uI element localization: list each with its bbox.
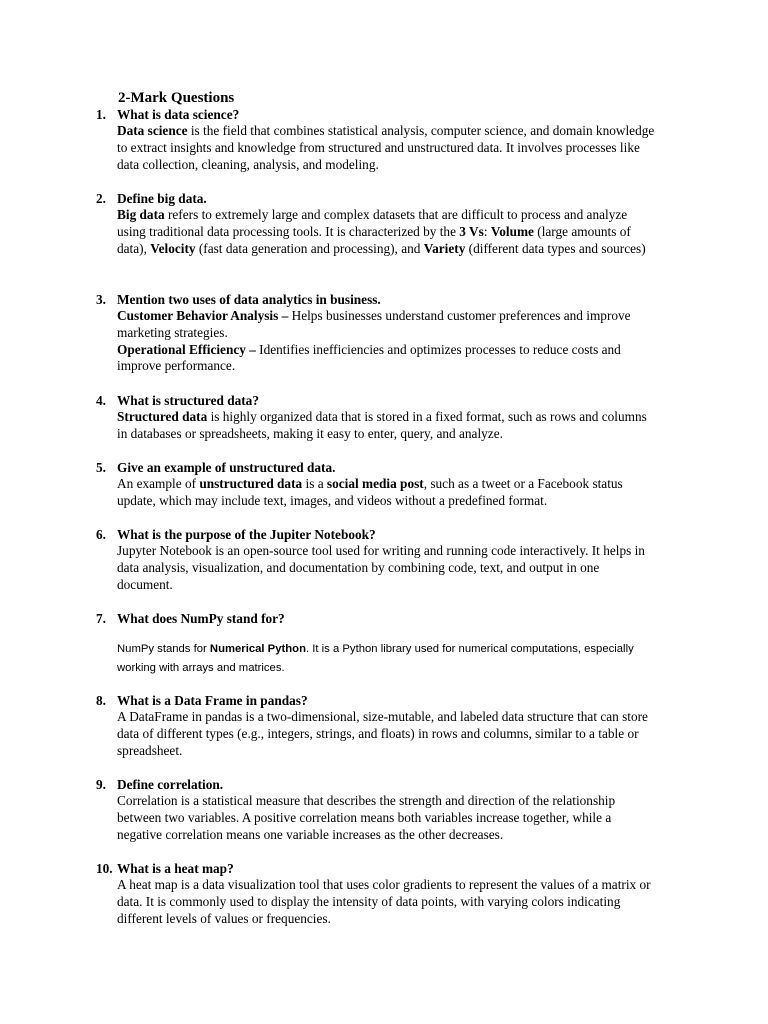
bold-term: Volume [490, 223, 534, 239]
answer-run: NumPy stands for [117, 643, 210, 655]
answer-text [117, 543, 657, 593]
bold-term: social media post [326, 476, 424, 491]
answer-paragraph [117, 640, 657, 678]
question-title: What is a heat map? [117, 861, 234, 876]
answer-paragraph [117, 308, 657, 342]
question-title: What is data science? [117, 107, 240, 122]
answer-run: (large amounts of data), [117, 223, 631, 256]
bold-term: Data science [117, 123, 188, 138]
answer-run: refers to extremely large and complex datasets that are difficult to process and analyze using traditional data processing tools. It is characterized by the [117, 207, 628, 239]
answer-paragraph [117, 709, 657, 759]
answer-run: Helps businesses understand customer preferences and improve marketing strategies. [117, 308, 631, 340]
answer-paragraph [117, 543, 657, 593]
answer-paragraph [117, 793, 657, 843]
answer-run: (different data types and sources) [465, 240, 646, 256]
bold-term: Variety [423, 240, 466, 256]
question-title: Mention two uses of data analytics in business. [117, 292, 381, 307]
answer-paragraph [117, 207, 657, 257]
question-number: 6. [96, 527, 106, 542]
question-title: Define big data. [117, 191, 207, 206]
answer-run: (fast data generation and processing), and [195, 240, 424, 256]
bold-term: unstructured data [199, 476, 303, 491]
bold-term: Operational Efficiency – [117, 341, 256, 357]
answer-run: Identifies inefficiencies and optimizes processes to reduce costs and improve performance. [117, 341, 621, 374]
answer-text [117, 640, 657, 678]
answer-run: is a [302, 476, 327, 491]
question-number: 10. [96, 861, 113, 876]
question-number: 8. [96, 693, 106, 708]
question-number: 1. [96, 107, 106, 122]
question-number: 7. [96, 611, 106, 626]
question-title: What is structured data? [117, 393, 259, 408]
answer-run: A heat map is a data visualization tool that uses color gradients to represent the values of a matrix or data. It is commonly used to display the intensity of data points, with varying colors indicating different levels of values or frequencies. [117, 877, 651, 926]
question-title: What is a Data Frame in pandas? [117, 693, 308, 708]
answer-paragraph [117, 342, 657, 376]
answer-text [117, 409, 657, 443]
page-title: 2-Mark Questions [118, 90, 235, 106]
question-title: Give an example of unstructured data. [117, 460, 336, 475]
answer-run: Correlation is a statistical measure that describes the strength and direction of the relationship between two variables. A positive correlation means both variables increase together, while a negative correlation means one variable increases as the other decreases. [117, 793, 616, 842]
answer-paragraph [117, 476, 657, 510]
answer-text [117, 793, 657, 843]
question-number: 5. [96, 460, 106, 475]
answer-run: , such as a tweet or a Facebook status update, which may include text, images, and videos without a predefined format. [117, 476, 623, 508]
bold-term: Big data [117, 207, 165, 222]
question-title: What is the purpose of the Jupiter Notebook? [117, 527, 376, 542]
bold-term: Numerical Python [209, 643, 306, 655]
answer-text [117, 308, 657, 375]
answer-paragraph [117, 409, 657, 443]
answer-run: Jupyter Notebook is an open-source tool used for writing and running code interactively. It helps in data analysis, visualization, and documentation by combining code, text, and output in one document. [117, 543, 645, 592]
question-title: Define correlation. [117, 777, 224, 792]
answer-text [117, 207, 657, 257]
answer-run: . It is a Python library used for numerical computations, especially working with arrays and matrices. [117, 643, 634, 674]
question-number: 4. [96, 393, 106, 408]
bold-term: 3 Vs [459, 223, 484, 239]
answer-run: An example of [117, 476, 200, 491]
question-number: 3. [96, 292, 106, 307]
answer-paragraph [117, 877, 657, 927]
answer-run: : [483, 223, 491, 239]
answer-text [117, 877, 657, 927]
bold-term: Structured data [117, 409, 208, 424]
question-number: 9. [96, 777, 106, 792]
bold-term: Velocity [150, 240, 196, 256]
question-number: 2. [96, 191, 106, 206]
answer-text [117, 476, 657, 510]
answer-run: is highly organized data that is stored in a fixed format, such as rows and columns in databases or spreadsheets, making it easy to enter, query, and analyze. [117, 409, 647, 441]
answer-paragraph [117, 123, 657, 173]
answer-run: is the field that combines statistical analysis, computer science, and domain knowledge to extract insights and knowledge from structured and unstructured data. It involves processes like data collection, cleaning, analysis, and modeling. [117, 123, 655, 172]
answer-text [117, 709, 657, 759]
answer-run: A DataFrame in pandas is a two-dimensional, size-mutable, and labeled data structure that can store data of different types (e.g., integers, strings, and floats) in rows and columns, similar to a table or spreadsheet. [117, 709, 648, 758]
answer-text [117, 123, 657, 173]
bold-term: Customer Behavior Analysis – [117, 308, 289, 323]
question-title: What does NumPy stand for? [117, 611, 285, 626]
